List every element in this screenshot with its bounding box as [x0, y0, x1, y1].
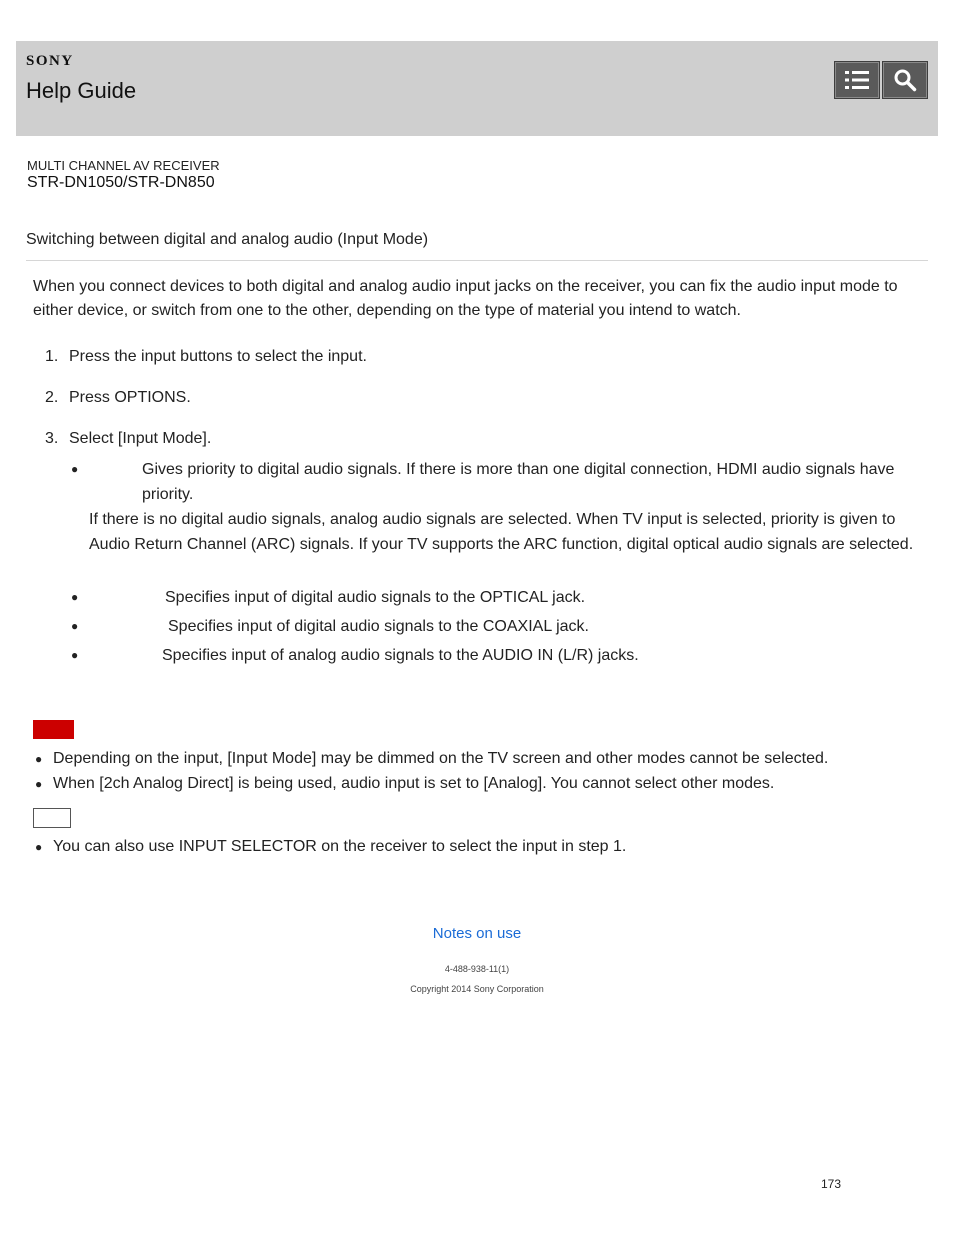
step-text: Press the input buttons to select the input. [69, 348, 367, 365]
hint-badge [33, 808, 71, 828]
input-mode-text: Specifies input of digital audio signals to the OPTICAL jack. [165, 589, 586, 606]
copyright: Copyright 2014 Sony Corporation [410, 984, 544, 994]
document-number: 4-488-938-11(1) [444, 964, 510, 974]
header-bar [16, 41, 938, 136]
search-button[interactable] [882, 61, 928, 99]
bullet: ● [71, 462, 79, 476]
page-title: Switching between digital and analog audio (Input Mode) [26, 231, 429, 248]
search-icon [893, 68, 917, 92]
bullet: ● [71, 619, 79, 633]
input-mode-text: Specifies input of analog audio signals to the AUDIO IN (L/R) jacks. [162, 647, 639, 664]
step-text: Press OPTIONS. [69, 389, 191, 406]
note-badge [33, 720, 74, 739]
input-mode-description [89, 457, 919, 557]
step-number: 3. [45, 430, 59, 447]
bullet: ● [71, 648, 79, 662]
step-number: 2. [45, 389, 59, 406]
input-mode-text-continued: If there is no digital audio signals, analog audio signals are selected. When TV input is selected, priority is given to Audio Return Channel (ARC) signals. If your TV supports the ARC function, digital optical audio signals are selected. [89, 511, 914, 553]
hint-text: You can also use INPUT SELECTOR on the receiver to select the input in step 1. [53, 838, 627, 855]
input-mode-text: Specifies input of digital audio signals to the COAXIAL jack. [168, 618, 589, 635]
page-number: 173 [821, 1177, 842, 1191]
bullet: ● [71, 590, 79, 604]
notes-on-use-link[interactable]: Notes on use [432, 925, 522, 942]
step-text: Select [Input Mode]. [69, 430, 212, 447]
title-divider [26, 260, 928, 261]
step-number: 1. [45, 348, 59, 365]
input-mode-text: Gives priority to digital audio signals. If there is more than one digital connection, HDMI audio signals have priority. [142, 461, 895, 503]
intro-paragraph: When you connect devices to both digital and analog audio input jacks on the receiver, you can fix the audio input mode to either device, or switch from one to the other, depending on the type of material you intend to watch. [33, 278, 898, 319]
list-icon [844, 69, 870, 91]
help-guide-title: Help Guide [26, 78, 137, 103]
bullet: ● [35, 752, 43, 766]
sony-logo: SONY [26, 53, 74, 69]
note-text: Depending on the input, [Input Mode] may be dimmed on the TV screen and other modes cannot be selected. [53, 750, 829, 767]
table-of-contents-button[interactable] [834, 61, 880, 99]
product-category: MULTI CHANNEL AV RECEIVER [27, 158, 220, 173]
bullet: ● [35, 840, 43, 854]
bullet: ● [35, 777, 43, 791]
product-model: STR-DN1050/STR-DN850 [27, 174, 215, 191]
note-text: When [2ch Analog Direct] is being used, audio input is set to [Analog]. You cannot select other modes. [53, 775, 775, 792]
